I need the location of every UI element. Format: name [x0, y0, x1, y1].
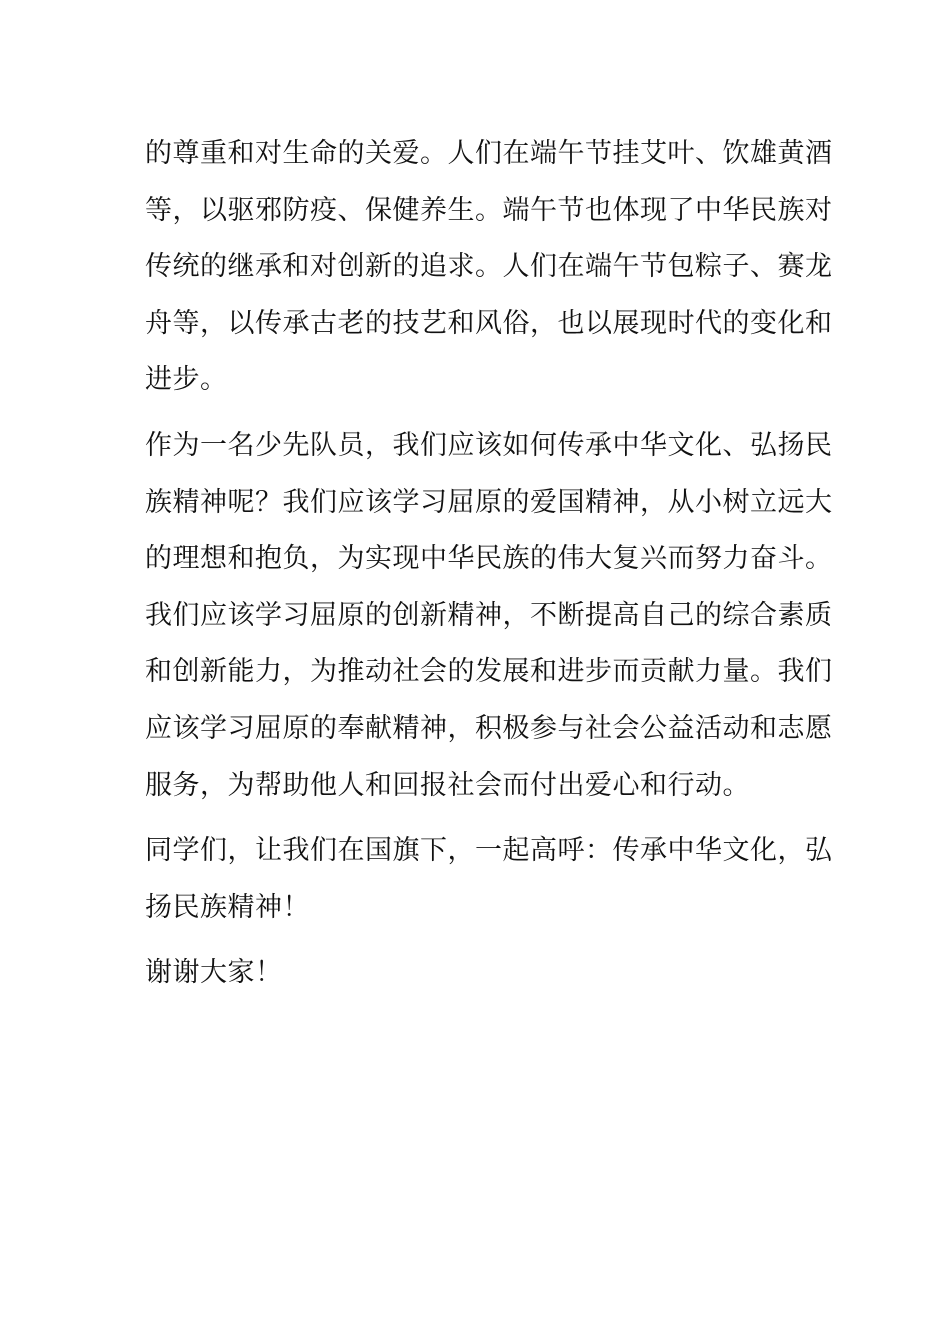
paragraph-1	[145, 126, 833, 409]
text-line: 进步。	[145, 364, 228, 396]
text-line: 我们应该学习屈原的创新精神，不断提高自己的综合素质	[145, 599, 833, 631]
text-line: 的理想和抱负，为实现中华民族的伟大复兴而努力奋斗。	[145, 543, 833, 575]
text-line: 和创新能力，为推动社会的发展和进步而贡献力量。我们	[145, 656, 833, 688]
text-line: 服务，为帮助他人和回报社会而付出爱心和行动。	[145, 769, 750, 801]
document-body	[145, 126, 833, 1011]
text-line: 扬民族精神！	[145, 891, 310, 923]
text-line: 作为一名少先队员，我们应该如何传承中华文化、弘扬民	[145, 429, 833, 461]
text-line: 等，以驱邪防疫、保健养生。端午节也体现了中华民族对	[145, 194, 833, 226]
text-line: 传统的继承和对创新的追求。人们在端午节包粽子、赛龙	[145, 251, 833, 283]
text-line: 舟等，以传承古老的技艺和风俗，也以展现时代的变化和	[145, 307, 833, 339]
text-line: 的尊重和对生命的关爱。人们在端午节挂艾叶、饮雄黄酒	[145, 138, 833, 169]
text-line: 应该学习屈原的奉献精神，积极参与社会公益活动和志愿	[145, 712, 833, 744]
paragraph-2	[145, 418, 833, 814]
paragraph-4	[145, 945, 810, 1002]
text-line: 同学们，让我们在国旗下，一起高呼：传承中华文化，弘	[145, 835, 833, 867]
text-line: 谢谢大家！	[145, 957, 283, 989]
paragraph-3	[145, 823, 833, 936]
text-line: 族精神呢？我们应该学习屈原的爱国精神，从小树立远大	[145, 486, 833, 518]
